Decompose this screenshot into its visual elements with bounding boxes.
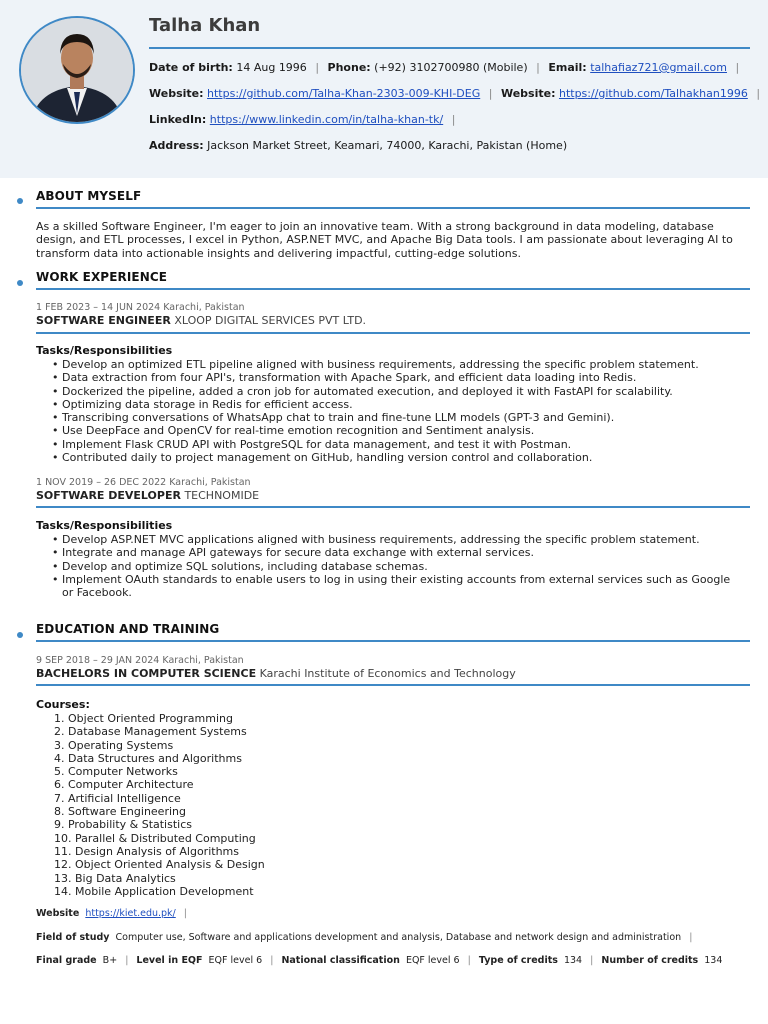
list-item: • Transcribing conversations of WhatsApp chat to train and fine-tune LLM models (GPT-3 and Gemini).: [52, 411, 742, 424]
list-item: • Dockerized the pipeline, added a cron job for automated execution, and deployed it with FastAPI for scalability.: [52, 385, 742, 398]
separator: |: [467, 955, 471, 966]
education-divider: [36, 684, 750, 686]
job-1-task-list: [52, 358, 742, 464]
section-divider: [36, 207, 750, 209]
field-of-study-row: [36, 932, 697, 943]
linkedin-label: LinkedIn:: [149, 113, 207, 126]
list-item: • Develop ASP.NET MVC applications aligned with business requirements, addressing the specific problem statement.: [52, 533, 742, 546]
list-item: 7. Artificial Intelligence: [54, 791, 181, 805]
list-item: 6. Computer Architecture: [54, 778, 194, 792]
section-title-education: EDUCATION AND TRAINING: [36, 622, 220, 636]
job-2-tasks-label: Tasks/Responsibilities: [36, 519, 173, 532]
list-item: 3. Operating Systems: [54, 738, 174, 752]
credit-num-label: Number of credits: [601, 955, 699, 966]
job-1-tasks-label: Tasks/Responsibilities: [36, 344, 173, 357]
job-2-task-list: [52, 533, 742, 599]
job-2-dates: 1 NOV 2019 – 26 DEC 2022 Karachi, Pakistan: [36, 477, 251, 488]
grades-row: [36, 955, 722, 966]
list-item: • Develop an optimized ETL pipeline aligned with business requirements, addressing the specific problem statement.: [52, 358, 742, 371]
institution: Karachi Institute of Economics and Technology: [259, 667, 516, 680]
list-item: 8. Software Engineering: [54, 805, 186, 819]
list-item: 10. Parallel & Distributed Computing: [54, 831, 256, 845]
list-item: 13. Big Data Analytics: [54, 871, 176, 885]
courses-label: Courses:: [36, 698, 90, 711]
field-value: Computer use, Software and applications development and analysis, Database and network design and administration: [115, 932, 682, 943]
credit-type-label: Type of credits: [478, 955, 558, 966]
job-1-company: XLOOP DIGITAL SERVICES PVT LTD.: [174, 314, 367, 327]
eqf-label: Level in EQF: [136, 955, 203, 966]
list-item: 1. Object Oriented Programming: [54, 712, 233, 725]
credit-num-value: 134: [704, 955, 723, 966]
section-divider: [36, 640, 750, 642]
list-item: 4. Data Structures and Algorithms: [54, 751, 242, 765]
final-grade-value: B+: [102, 955, 118, 966]
list-item: • Contributed daily to project management on GitHub, handling version control and collaboration.: [52, 451, 742, 464]
separator: |: [735, 61, 740, 74]
job-2-role: SOFTWARE DEVELOPER: [36, 489, 181, 502]
list-item: 14. Mobile Application Development: [54, 884, 254, 898]
separator: |: [756, 87, 761, 100]
job-divider: [36, 332, 750, 334]
separator: |: [315, 61, 320, 74]
education-title: [36, 667, 516, 680]
list-item: • Implement OAuth standards to enable users to log in using their existing accounts from external services such as Google or Facebook.: [52, 573, 742, 600]
profile-name: Talha Khan: [149, 15, 261, 36]
list-item: • Implement Flask CRUD API with PostgreSQL for data management, and test it with Postman.: [52, 438, 742, 451]
job-divider: [36, 506, 750, 508]
job-1-role: SOFTWARE ENGINEER: [36, 314, 171, 327]
section-divider: [36, 288, 750, 290]
separator: |: [183, 908, 187, 919]
job-1-dates: 1 FEB 2023 – 14 JUN 2024 Karachi, Pakistan: [36, 302, 245, 313]
degree: BACHELORS IN COMPUTER SCIENCE: [36, 667, 257, 680]
education-website-row: [36, 908, 192, 919]
github-link-2[interactable]: https://github.com/Talhakhan1996: [558, 87, 748, 100]
address-value: Jackson Market Street, Keamari, 74000, Karachi, Pakistan (Home): [207, 139, 568, 152]
contact-row-4: [149, 139, 567, 152]
list-item: 9. Probability & Statistics: [54, 818, 192, 832]
list-item: • Use DeepFace and OpenCV for real-time emotion recognition and Sentiment analysis.: [52, 424, 742, 437]
website-label: Website:: [149, 87, 204, 100]
national-value: EQF level 6: [405, 955, 460, 966]
email-label: Email:: [548, 61, 587, 74]
final-grade-label: Final grade: [36, 955, 97, 966]
list-item: • Data extraction from four API's, transformation with Apache Spark, and efficient data loading into Redis.: [52, 371, 742, 384]
profile-header: [0, 0, 768, 178]
section-title-about: ABOUT MYSELF: [36, 189, 142, 203]
list-item: • Develop and optimize SQL solutions, including database schemas.: [52, 560, 742, 573]
email-link[interactable]: talhafiaz721@gmail.com: [590, 61, 727, 74]
separator: |: [536, 61, 540, 74]
linkedin-link[interactable]: https://www.linkedin.com/in/talha-khan-tk/: [209, 113, 444, 126]
phone-label: Phone:: [327, 61, 371, 74]
address-label: Address:: [149, 139, 204, 152]
separator: |: [451, 113, 456, 126]
list-item: • Optimizing data storage in Redis for efficient access.: [52, 398, 742, 411]
separator: |: [488, 87, 493, 100]
phone-value: (+92) 3102700980 (Mobile): [374, 61, 528, 74]
list-item: 12. Object Oriented Analysis & Design: [54, 858, 265, 872]
separator: |: [270, 955, 274, 966]
profile-photo: [19, 16, 135, 124]
credit-type-value: 134: [563, 955, 583, 966]
separator: |: [689, 932, 693, 943]
education-dates: 9 SEP 2018 – 29 JAN 2024 Karachi, Pakistan: [36, 655, 244, 666]
list-item: 5. Computer Networks: [54, 765, 178, 779]
section-title-work: WORK EXPERIENCE: [36, 270, 168, 284]
section-bullet-icon: [17, 198, 23, 204]
contact-row-3: [149, 113, 460, 126]
job-2-company: TECHNOMIDE: [184, 489, 260, 502]
section-bullet-icon: [17, 632, 23, 638]
education-website-label: Website: [36, 908, 80, 919]
education-website-link[interactable]: https://kiet.edu.pk/: [85, 908, 176, 919]
list-item: 11. Design Analysis of Algorithms: [54, 844, 239, 858]
dob-label: Date of birth:: [149, 61, 233, 74]
field-label: Field of study: [36, 932, 110, 943]
list-item: 2. Database Management Systems: [54, 725, 247, 739]
dob-value: 14 Aug 1996: [236, 61, 307, 74]
job-1-title: [36, 314, 366, 327]
about-text: As a skilled Software Engineer, I'm eager to join an innovative team. With a strong background in data modeling, database design, and ETL processes, I excel in Python, ASP.NET MVC, and Apache Big Data tools. I am passionate about leveraging AI to transform data into actionable insights and delivering impactful, cutting-edge solutions.: [36, 220, 733, 260]
job-2-title: [36, 489, 259, 502]
section-bullet-icon: [17, 280, 23, 286]
header-divider: [149, 47, 750, 49]
national-label: National classification: [281, 955, 400, 966]
contact-row-2: [149, 87, 765, 100]
separator: |: [590, 955, 594, 966]
contact-row-1: [149, 61, 744, 74]
separator: |: [125, 955, 129, 966]
eqf-value: EQF level 6: [208, 955, 263, 966]
website-label: Website:: [500, 87, 556, 100]
course-list: [54, 712, 265, 898]
github-link-1[interactable]: https://github.com/Talha-Khan-2303-009-KHI-DEG: [207, 87, 481, 100]
list-item: • Integrate and manage API gateways for secure data exchange with external services.: [52, 546, 742, 559]
